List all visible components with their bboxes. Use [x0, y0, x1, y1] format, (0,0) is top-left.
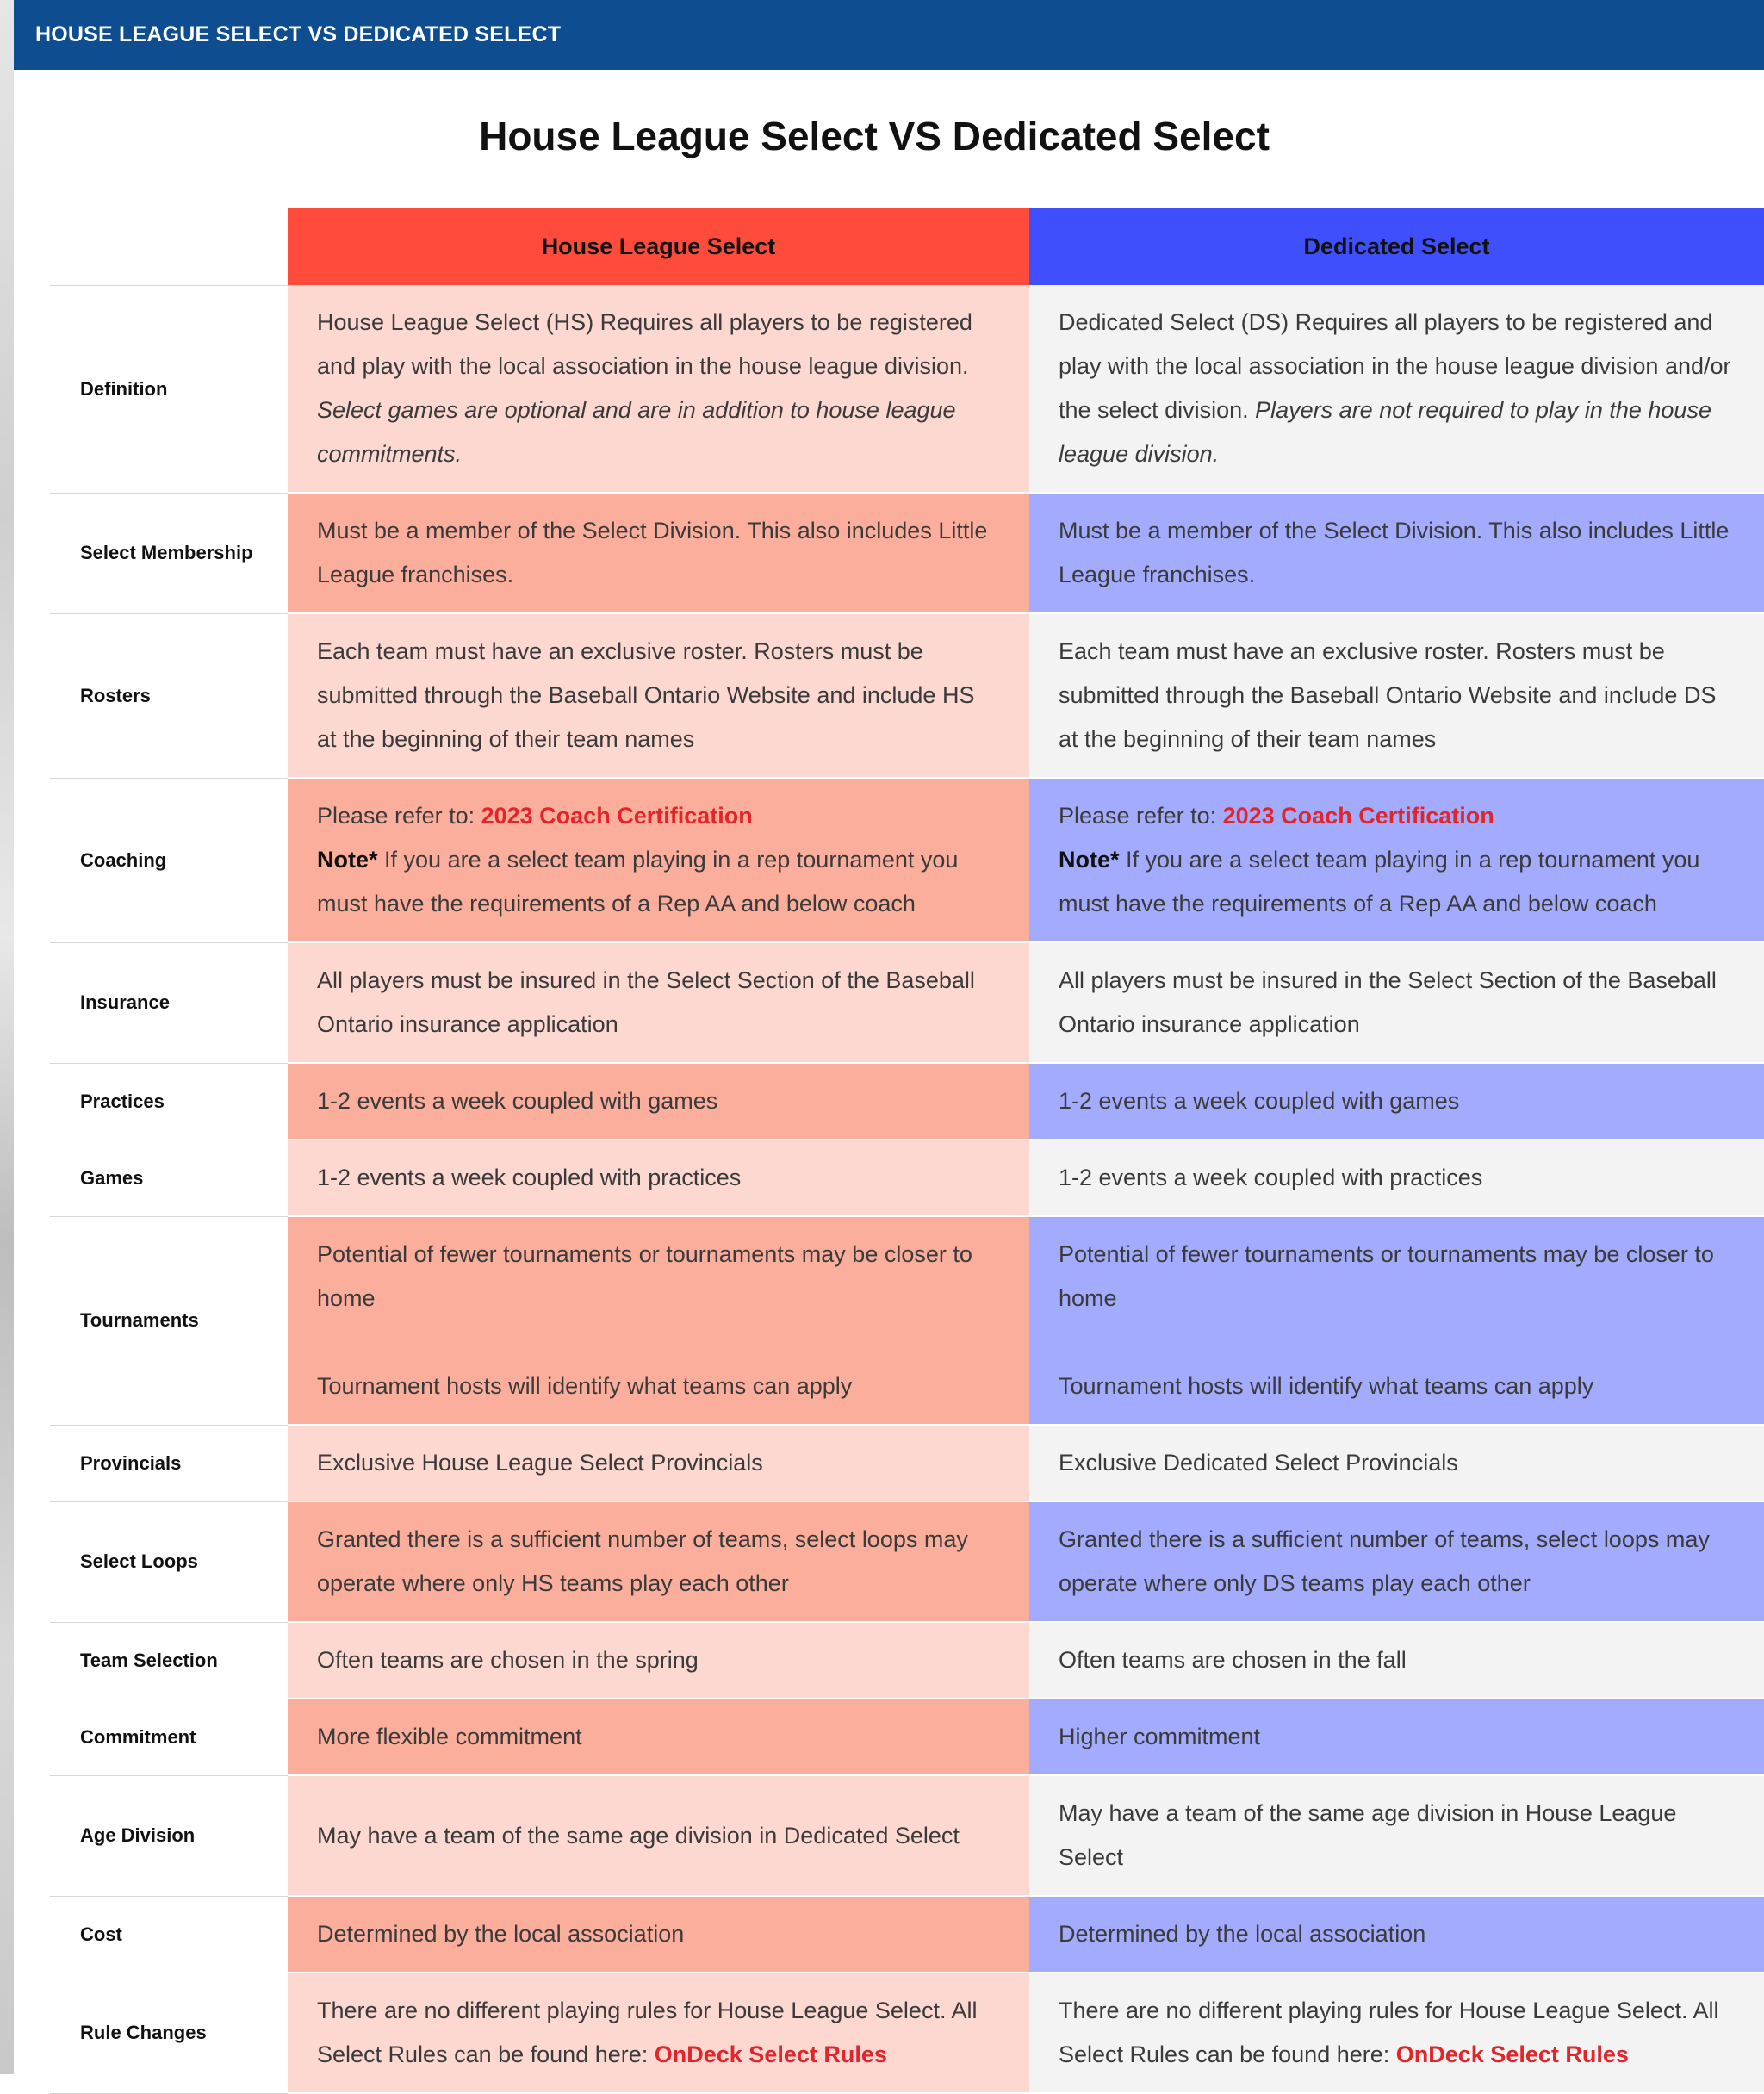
- paragraph-spacer: [1059, 1320, 1735, 1364]
- table-row-rule-changes: [50, 1973, 1764, 2093]
- cell-paragraph: Potential of fewer tournaments or tournaments may be closer to home: [317, 1241, 972, 1311]
- table-header-row: [50, 208, 1764, 285]
- section-header-bar: [14, 0, 1764, 70]
- hs-cell: Often teams are chosen in the spring: [288, 1622, 1029, 1699]
- cell-text: House League Select (HS) Requires all players to be registered and play with the local association in the house league division.: [317, 309, 972, 379]
- ds-cell: Exclusive Dedicated Select Provincials: [1029, 1425, 1764, 1501]
- hs-cell: 1-2 events a week coupled with games: [288, 1063, 1029, 1140]
- hs-cell: 1-2 events a week coupled with practices: [288, 1140, 1029, 1216]
- comparison-table: [50, 208, 1764, 2094]
- table-row-select-membership: [50, 493, 1764, 613]
- hs-cell: Exclusive House League Select Provincials: [288, 1425, 1029, 1501]
- ds-cell: Granted there is a sufficient number of teams, select loops may operate where only DS teams play each other: [1029, 1501, 1764, 1622]
- ds-cell: All players must be insured in the Select Section of the Baseball Ontario insurance application: [1029, 942, 1764, 1063]
- hs-cell: More flexible commitment: [288, 1699, 1029, 1775]
- paragraph-spacer: [317, 1320, 1000, 1364]
- table-row-coaching: [50, 778, 1764, 942]
- table-row-select-loops: [50, 1501, 1764, 1622]
- hs-cell: Must be a member of the Select Division. This also includes Little League franchises.: [288, 493, 1029, 613]
- ondeck-select-rules-link[interactable]: OnDeck Select Rules: [654, 2041, 887, 2067]
- ds-cell: Higher commitment: [1029, 1699, 1764, 1775]
- cell-text: Dedicated Select (DS) Requires all players to be registered and play with the local association in the house league division and/or the select division.: [1059, 309, 1731, 423]
- table-row-commitment: [50, 1699, 1764, 1775]
- note-text: If you are a select team playing in a rep tournament you must have the requirements of a Rep AA and below coach: [1059, 847, 1700, 917]
- row-label: Team Selection: [50, 1622, 288, 1699]
- table-row-insurance: [50, 942, 1764, 1063]
- page: [14, 0, 1764, 2074]
- cell-text: Please refer to:: [1059, 803, 1217, 829]
- table-row-games: [50, 1140, 1764, 1216]
- note-text: If you are a select team playing in a rep tournament you must have the requirements of a Rep AA and below coach: [317, 847, 959, 917]
- table-row-age-division: [50, 1775, 1764, 1896]
- background-photo-strip: [0, 0, 14, 2074]
- cell-paragraph: Tournament hosts will identify what teams can apply: [317, 1373, 853, 1399]
- row-label: Definition: [50, 285, 288, 493]
- hs-cell: Each team must have an exclusive roster. Rosters must be submitted through the Baseball Ontario Website and include HS at the beginning of their team names: [288, 613, 1029, 778]
- row-label: Coaching: [50, 778, 288, 942]
- table-row-cost: [50, 1896, 1764, 1973]
- section-header-title: HOUSE LEAGUE SELECT VS DEDICATED SELECT: [35, 22, 562, 47]
- row-label: Games: [50, 1140, 288, 1216]
- row-label: Cost: [50, 1896, 288, 1973]
- ds-cell: [1029, 285, 1764, 493]
- hs-cell: [288, 285, 1029, 493]
- table-header-empty: [50, 208, 288, 285]
- row-label: Age Division: [50, 1775, 288, 1896]
- ds-cell: Often teams are chosen in the fall: [1029, 1622, 1764, 1699]
- table-row-tournaments: [50, 1216, 1764, 1425]
- ds-cell: May have a team of the same age division in House League Select: [1029, 1775, 1764, 1896]
- cell-italic-text: Select games are optional and are in addition to house league commitments.: [317, 397, 956, 467]
- hs-cell: [288, 1216, 1029, 1425]
- ds-cell: Each team must have an exclusive roster. Rosters must be submitted through the Baseball Ontario Website and include DS at the beginning of their team names: [1029, 613, 1764, 778]
- cell-text: There are no different playing rules for House League Select. All Select Rules can be found here:: [317, 1998, 978, 2067]
- ds-cell: Determined by the local association: [1029, 1896, 1764, 1973]
- cell-italic-text: Players are not required to play in the house league division.: [1059, 397, 1711, 467]
- table-row-rosters: [50, 613, 1764, 778]
- row-label: Provincials: [50, 1425, 288, 1501]
- ds-cell: 1-2 events a week coupled with games: [1029, 1063, 1764, 1140]
- ds-cell: [1029, 1973, 1764, 2093]
- cell-text: Please refer to:: [317, 803, 475, 829]
- cell-paragraph: Potential of fewer tournaments or tournaments may be closer to home: [1059, 1241, 1714, 1311]
- row-label: Commitment: [50, 1699, 288, 1775]
- table-row-practices: [50, 1063, 1764, 1140]
- ds-cell: 1-2 events a week coupled with practices: [1029, 1140, 1764, 1216]
- table-row-provincials: [50, 1425, 1764, 1501]
- hs-cell: Determined by the local association: [288, 1896, 1029, 1973]
- page-title: House League Select VS Dedicated Select: [479, 114, 1270, 158]
- row-label: Rosters: [50, 613, 288, 778]
- row-label: Tournaments: [50, 1216, 288, 1425]
- note-label: Note*: [1059, 847, 1120, 873]
- coach-certification-link[interactable]: 2023 Coach Certification: [1222, 803, 1494, 829]
- cell-paragraph: Tournament hosts will identify what teams can apply: [1059, 1373, 1594, 1399]
- hs-cell: [288, 1973, 1029, 2093]
- hs-cell: Granted there is a sufficient number of teams, select loops may operate where only HS teams play each other: [288, 1501, 1029, 1622]
- row-label: Insurance: [50, 942, 288, 1063]
- column-header-house-league-select: House League Select: [288, 208, 1029, 285]
- ds-cell: Must be a member of the Select Division. This also includes Little League franchises.: [1029, 493, 1764, 613]
- row-label: Rule Changes: [50, 1973, 288, 2093]
- ds-cell: [1029, 1216, 1764, 1425]
- hs-cell: [288, 778, 1029, 942]
- table-row-team-selection: [50, 1622, 1764, 1699]
- table-row-definition: [50, 285, 1764, 493]
- row-label: Select Membership: [50, 493, 288, 613]
- cell-text: There are no different playing rules for House League Select. All Select Rules can be found here:: [1059, 1998, 1719, 2067]
- column-header-dedicated-select: Dedicated Select: [1029, 208, 1764, 285]
- hs-cell: All players must be insured in the Select Section of the Baseball Ontario insurance application: [288, 942, 1029, 1063]
- hs-cell: May have a team of the same age division in Dedicated Select: [288, 1775, 1029, 1896]
- coach-certification-link[interactable]: 2023 Coach Certification: [481, 803, 753, 829]
- row-label: Select Loops: [50, 1501, 288, 1622]
- row-label: Practices: [50, 1063, 288, 1140]
- ds-cell: [1029, 778, 1764, 942]
- note-label: Note*: [317, 847, 378, 873]
- ondeck-select-rules-link[interactable]: OnDeck Select Rules: [1395, 2041, 1629, 2067]
